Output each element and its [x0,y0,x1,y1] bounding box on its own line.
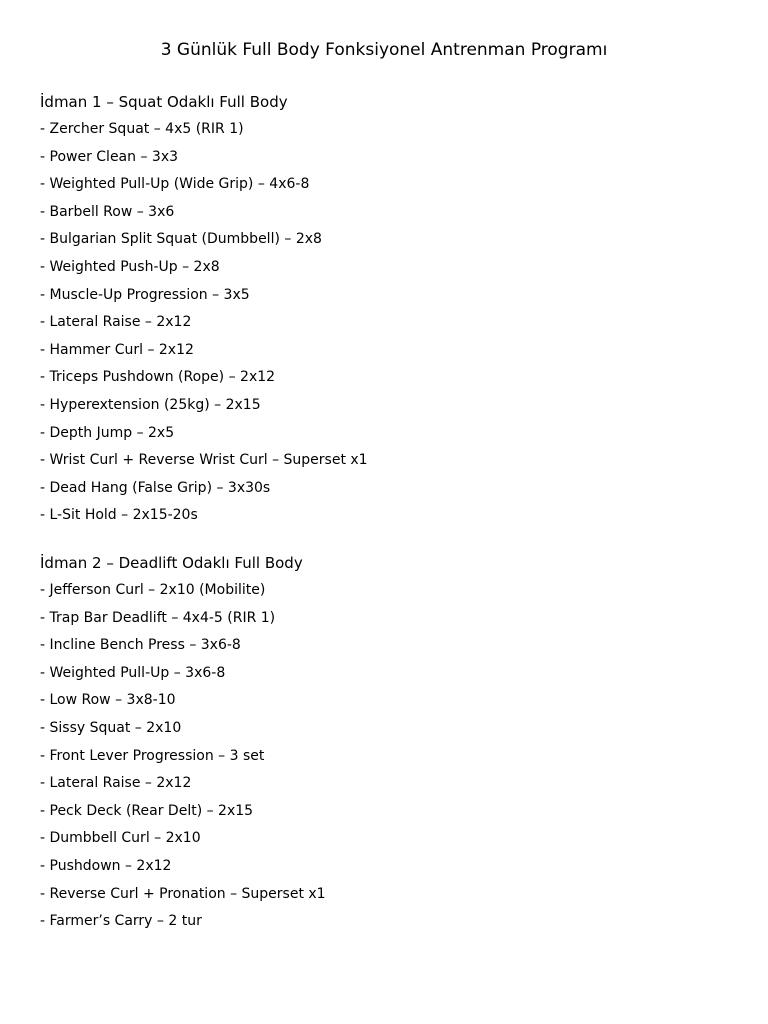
workout-2-exercise-list [40,581,740,940]
exercise-item: - Power Clean – 3x3 [40,148,179,165]
exercise-item: - Weighted Pull-Up – 3x6-8 [40,664,226,681]
exercise-item: - Lateral Raise – 2x12 [40,314,192,331]
exercise-item: - Barbell Row – 3x6 [40,203,175,220]
exercise-item: - Farmer’s Carry – 2 tur [40,913,202,930]
exercise-item: - Dead Hang (False Grip) – 3x30s [40,479,271,496]
exercise-item: - Triceps Pushdown (Rope) – 2x12 [40,369,276,386]
workout-section-1 [40,92,740,534]
exercise-item: - Bulgarian Split Squat (Dumbbell) – 2x8 [40,231,322,248]
exercise-item: - Peck Deck (Rear Delt) – 2x15 [40,802,254,819]
exercise-item: - Reverse Curl + Pronation – Superset x1 [40,885,326,902]
exercise-item: - Zercher Squat – 4x5 (RIR 1) [40,121,244,137]
document-title: 3 Günlük Full Body Fonksiyonel Antrenman Programı [160,40,608,60]
exercise-item: - Wrist Curl + Reverse Wrist Curl – Superset x1 [40,452,368,469]
exercise-item: - Lateral Raise – 2x12 [40,775,192,792]
exercise-item: - Muscle-Up Progression – 3x5 [40,286,250,303]
workout-1-exercise-list [40,120,740,534]
workout-section-2 [40,553,740,940]
exercise-item: - Pushdown – 2x12 [40,857,172,874]
exercise-item: - Jefferson Curl – 2x10 (Mobilite) [40,582,266,598]
exercise-item: - Depth Jump – 2x5 [40,424,175,441]
exercise-item: - L-Sit Hold – 2x15-20s [40,507,198,524]
workout-2-heading: İdman 2 – Deadlift Odaklı Full Body [40,554,303,572]
exercise-item: - Low Row – 3x8-10 [40,692,176,709]
exercise-item: - Sissy Squat – 2x10 [40,719,182,736]
workout-1-heading: İdman 1 – Squat Odaklı Full Body [40,93,288,111]
exercise-item: - Weighted Pull-Up (Wide Grip) – 4x6-8 [40,176,310,193]
exercise-item: - Incline Bench Press – 3x6-8 [40,637,241,654]
exercise-item: - Hammer Curl – 2x12 [40,341,194,358]
exercise-item: - Weighted Push-Up – 2x8 [40,258,220,275]
exercise-item: - Dumbbell Curl – 2x10 [40,830,201,847]
exercise-item: - Trap Bar Deadlift – 4x4-5 (RIR 1) [40,609,276,626]
exercise-item: - Hyperextension (25kg) – 2x15 [40,396,261,413]
exercise-item: - Front Lever Progression – 3 set [40,747,265,764]
